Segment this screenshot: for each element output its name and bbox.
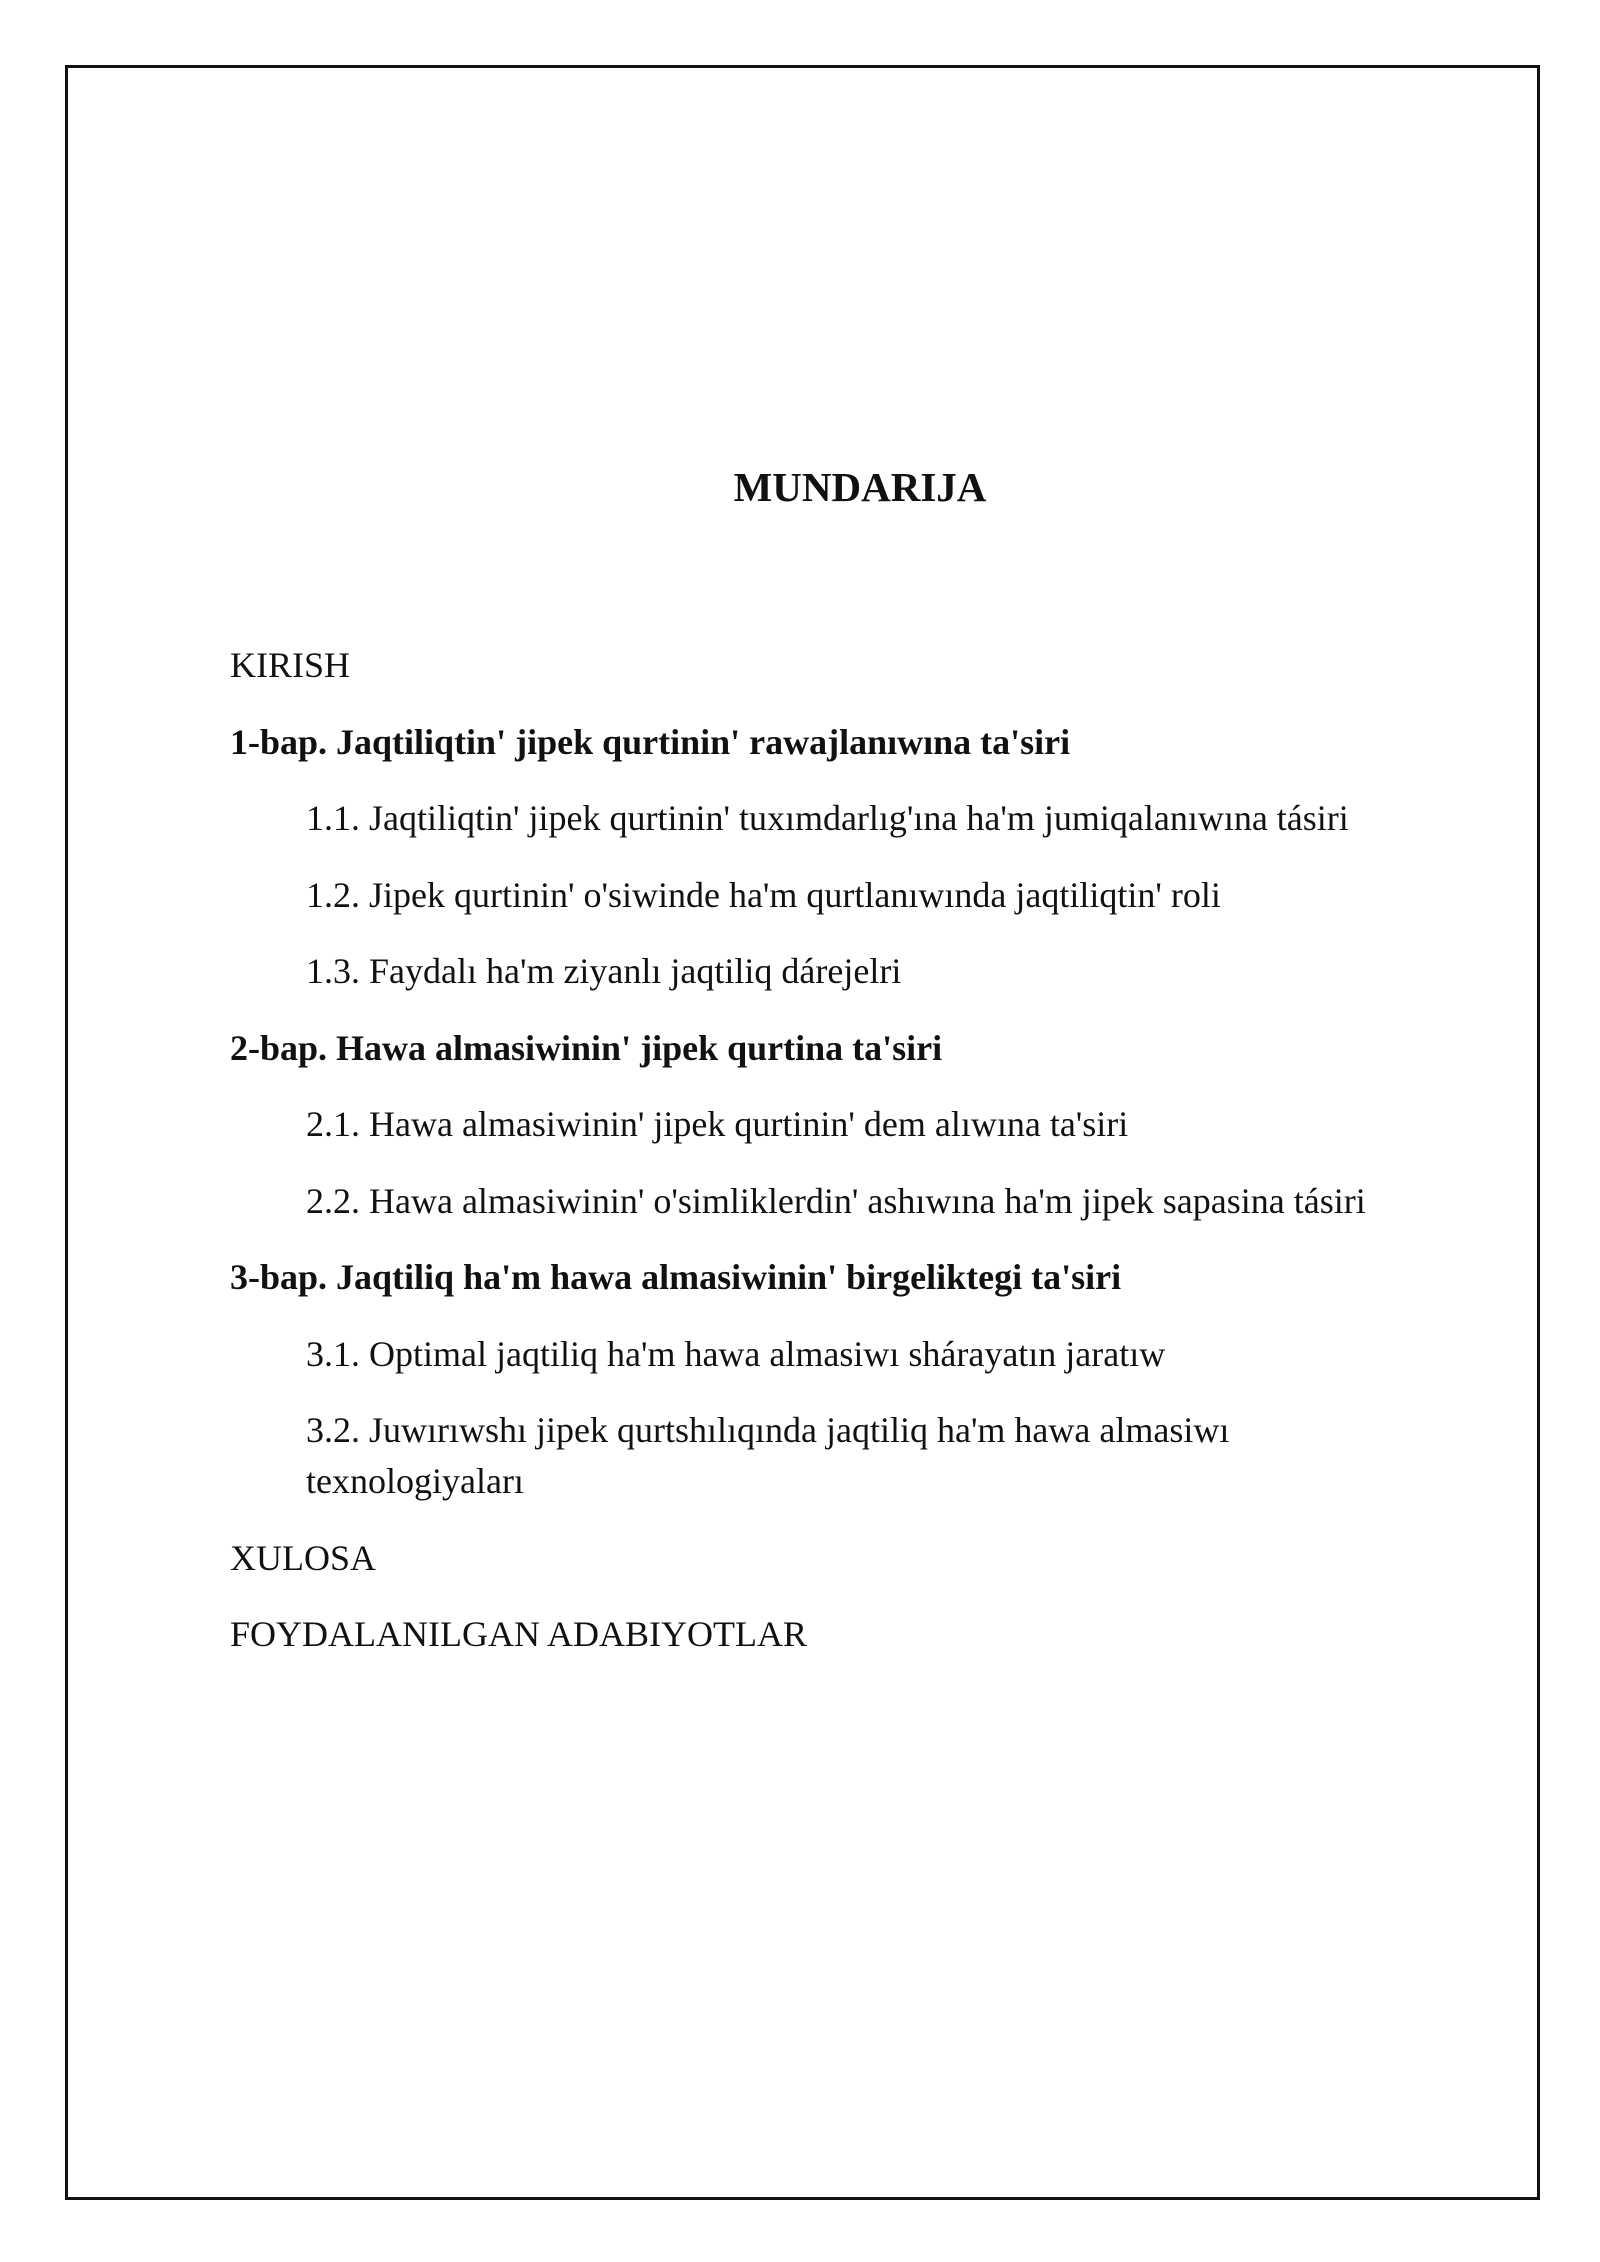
toc-item-references: FOYDALANILGAN ADABIYOTLAR (230, 1614, 807, 1654)
table-of-contents (230, 640, 1480, 1686)
toc-chapter-1: 1-bap. Jaqtiliqtin' jipek qurtinin' rawajlanıwına ta'siri (230, 721, 1071, 762)
toc-chapter-2: 2-bap. Hawa almasiwinin' jipek qurtina ta'siri (230, 1027, 943, 1068)
toc-section-3-1: 3.1. Optimal jaqtiliq ha'm hawa almasiwı shárayatın jaratıw (306, 1333, 1166, 1374)
page-title: MUNDARIJA (733, 464, 987, 510)
toc-item-introduction: KIRISH (230, 645, 351, 685)
toc-chapter-3: 3-bap. Jaqtiliq ha'm hawa almasiwinin' birgeliktegi ta'siri (230, 1257, 1122, 1297)
toc-section-1-3: 1.3. Faydalı ha'm ziyanlı jaqtiliq dárejelri (306, 951, 902, 991)
toc-section-1-1: 1.1. Jaqtiliqtin' jipek qurtinin' tuxımdarlıg'ına ha'm jumiqalanıwına tásiri (306, 798, 1349, 838)
toc-item-conclusion: XULOSA (230, 1537, 377, 1578)
toc-section-1-2: 1.2. Jipek qurtinin' o'siwinde ha'm qurtlanıwında jaqtiliqtin' roli (306, 874, 1221, 915)
toc-section-2-1: 2.1. Hawa almasiwinin' jipek qurtinin' dem alıwına ta'siri (306, 1104, 1129, 1144)
toc-section-3-2: 3.2. Juwırıwshı jipek qurtshılıqında jaqtiliq ha'm hawa almasiwı texnologiyaları (306, 1410, 1230, 1501)
toc-section-2-2: 2.2. Hawa almasiwinin' o'simliklerdin' ashıwına ha'm jipek sapasina tásiri (306, 1180, 1366, 1221)
